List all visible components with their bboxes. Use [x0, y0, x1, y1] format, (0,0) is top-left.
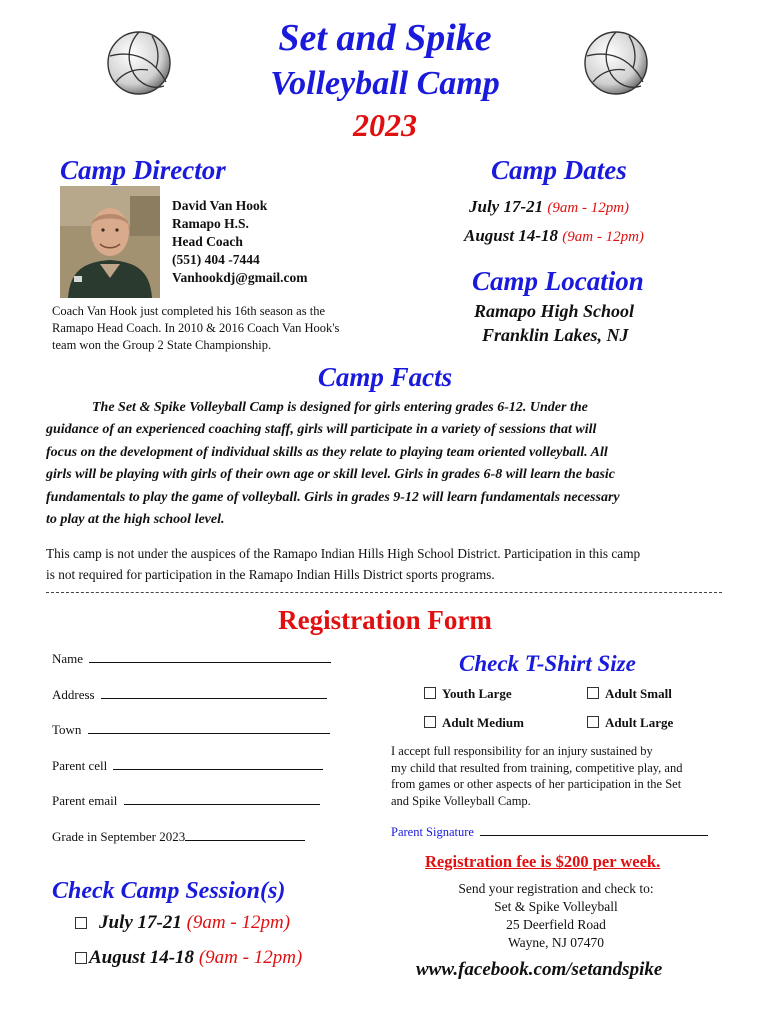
- date-1: July 17-21: [469, 197, 544, 216]
- shirt-option-youth-large[interactable]: [424, 686, 512, 702]
- parent-email-input-line[interactable]: [124, 793, 320, 805]
- facts-line: focus on the development of individual skills as they relate to playing team oriented volleyball. All: [46, 444, 608, 460]
- facts-line: fundamentals to play the game of volleyball. Girls in grades 9-12 will learn fundamentals necessary: [46, 489, 620, 505]
- page-title: Set and Spike: [278, 17, 492, 59]
- facts-line: The Set & Spike Volleyball Camp is designed for girls entering grades 6-12. Under the: [92, 400, 588, 415]
- mail-street: 25 Deerfield Road: [506, 917, 606, 932]
- checkbox[interactable]: [424, 687, 436, 699]
- registration-heading: Registration Form: [278, 605, 492, 635]
- location-line-1: Ramapo High School: [474, 301, 635, 321]
- shirt-heading: Check T-Shirt Size: [459, 651, 636, 676]
- checkbox[interactable]: [75, 952, 87, 964]
- waiver-line: I accept full responsibility for an injury sustained by: [391, 744, 653, 758]
- session-2-time: (9am - 12pm): [198, 947, 303, 968]
- bio-line: Coach Van Hook just completed his 16th season as the: [52, 304, 325, 318]
- disclaimer-line: is not required for participation in the Ramapo Indian Hills District sports programs.: [46, 567, 495, 582]
- director-email[interactable]: Vanhookdj@gmail.com: [172, 270, 308, 285]
- parent-signature-label: Parent Signature: [391, 825, 474, 839]
- town-label: Town: [52, 722, 82, 737]
- waiver-line: my child that resulted from training, competitive play, and: [391, 760, 683, 775]
- session-1-time: (9am - 12pm): [186, 912, 291, 933]
- facts-line: girls will be playing with girls of their own age or skill level. Girls in grades 6-8 will learn the basic: [46, 467, 615, 483]
- shirt-option-label: Youth Large: [442, 686, 512, 701]
- date-1-time: (9am - 12pm): [547, 200, 630, 216]
- date-row-1: [469, 196, 629, 219]
- mail-city: Wayne, NJ 07470: [507, 935, 605, 950]
- parent-cell-input-line[interactable]: [113, 758, 323, 770]
- waiver-text: [391, 743, 682, 809]
- parent-cell-label: Parent cell: [52, 758, 108, 773]
- checkbox[interactable]: [75, 917, 87, 929]
- bio-line: team won the Group 2 State Championship.: [52, 338, 272, 352]
- name-field[interactable]: [52, 651, 331, 667]
- parent-signature-line[interactable]: [480, 824, 708, 836]
- director-school: Ramapo H.S.: [172, 216, 249, 231]
- date-row-2: [464, 225, 644, 248]
- director-name: David Van Hook: [172, 198, 268, 213]
- page-year: 2023: [353, 107, 417, 143]
- checkbox[interactable]: [587, 687, 599, 699]
- director-role: Head Coach: [172, 234, 243, 249]
- facts-line: to play at the high school level.: [46, 512, 225, 528]
- parent-signature-field[interactable]: [391, 824, 708, 840]
- date-2-time: (9am - 12pm): [562, 229, 644, 245]
- parent-email-field[interactable]: [52, 793, 320, 809]
- parent-email-label: Parent email: [52, 793, 118, 808]
- checkbox[interactable]: [587, 716, 599, 728]
- director-bio: [52, 303, 339, 354]
- address-field[interactable]: [52, 687, 327, 703]
- location-line-2: Franklin Lakes, NJ: [482, 325, 629, 345]
- shirt-option-adult-medium[interactable]: [424, 715, 524, 731]
- session-1-date: July 17-21: [99, 912, 182, 933]
- session-2-date: August 14-18: [89, 947, 195, 968]
- session-option-2[interactable]: [75, 946, 302, 970]
- coach-photo: [60, 186, 160, 298]
- disclaimer-line: This camp is not under the auspices of the Ramapo Indian Hills High School District. Participation in this camp: [46, 546, 641, 561]
- shirt-option-label: Adult Small: [605, 686, 672, 701]
- address-label: Address: [52, 687, 95, 702]
- facts-heading: Camp Facts: [317, 362, 453, 392]
- waiver-line: from games or other aspects of her participation in the Set: [391, 777, 682, 791]
- name-label: Name: [52, 651, 84, 666]
- mail-name: Set & Spike Volleyball: [494, 899, 618, 914]
- dates-heading: Camp Dates: [491, 155, 627, 185]
- waiver-line: and Spike Volleyball Camp.: [391, 793, 531, 808]
- session-option-1[interactable]: [75, 911, 290, 935]
- shirt-option-label: Adult Medium: [442, 715, 524, 730]
- sessions-heading: Check Camp Session(s): [52, 878, 286, 904]
- town-field[interactable]: [52, 722, 330, 738]
- registration-fee: Registration fee is $200 per week.: [425, 852, 661, 871]
- address-input-line[interactable]: [101, 687, 327, 699]
- mail-intro: Send your registration and check to:: [458, 881, 654, 896]
- shirt-option-adult-small[interactable]: [587, 686, 672, 702]
- director-contact: [172, 197, 307, 287]
- page-subtitle: Volleyball Camp: [270, 65, 500, 102]
- town-input-line[interactable]: [88, 722, 330, 734]
- checkbox[interactable]: [424, 716, 436, 728]
- grade-input-line[interactable]: [185, 829, 305, 841]
- facebook-link[interactable]: www.facebook.com/setandspike: [416, 959, 663, 980]
- date-2: August 14-18: [464, 226, 558, 245]
- grade-field[interactable]: [52, 829, 305, 845]
- grade-label: Grade in September 2023: [52, 829, 186, 844]
- shirt-option-adult-large[interactable]: [587, 715, 673, 731]
- facts-line: guidance of an experienced coaching staff, girls will participate in a variety of sessions that will: [46, 422, 597, 438]
- director-phone: (551) 404 -7444: [172, 252, 260, 267]
- location-heading: Camp Location: [472, 266, 644, 296]
- parent-cell-field[interactable]: [52, 758, 323, 774]
- bio-line: Ramapo Head Coach. In 2010 & 2016 Coach Van Hook's: [52, 321, 340, 335]
- name-input-line[interactable]: [89, 651, 331, 663]
- mailing-address: [420, 880, 692, 952]
- disclaimer: [46, 543, 640, 585]
- facts-paragraph: [46, 397, 736, 531]
- cut-line-divider: [46, 592, 722, 593]
- director-heading: Camp Director: [60, 155, 226, 185]
- shirt-option-label: Adult Large: [605, 715, 674, 730]
